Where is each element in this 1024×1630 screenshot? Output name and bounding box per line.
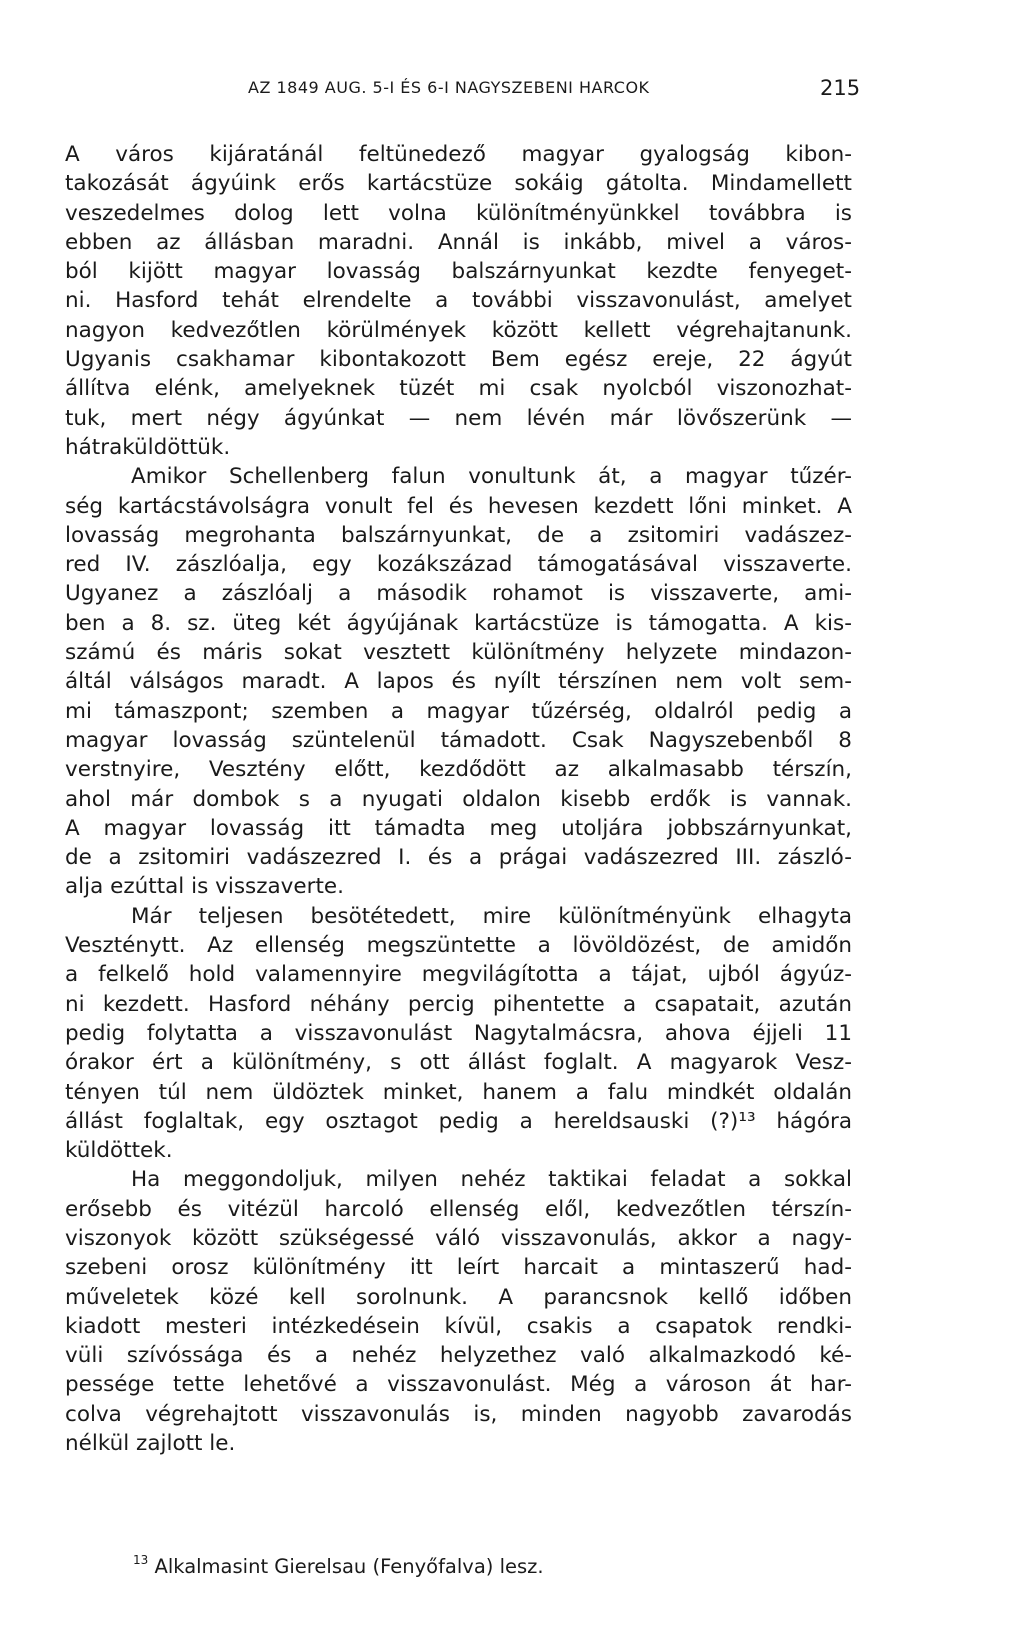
body-text	[65, 140, 852, 1458]
text-line: magyar lovasság szüntelenül támadott. Csak Nagyszebenből 8	[65, 727, 852, 753]
text-line: ni kezdett. Hasford néhány percig pihentette a csapatait, azután	[65, 991, 852, 1017]
text-line: Amikor Schellenberg falun vonultunk át, a magyar tűzér-	[131, 464, 852, 490]
text-line: ni. Hasford tehát elrendelte a további visszavonulást, amelyet	[65, 288, 852, 314]
text-line: számú és máris sokat vesztett különítmény helyzete mindazon-	[65, 640, 852, 666]
paragraph	[65, 902, 852, 1166]
footnote	[133, 1555, 544, 1578]
text-line: ból kijött magyar lovasság balszárnyunkat kezdte fenyeget-	[65, 259, 852, 285]
text-line: kiadott mesteri intézkedésein kívül, csakis a csapatok rendki-	[65, 1313, 852, 1339]
text-line: alja ezúttal is visszaverte.	[65, 874, 344, 900]
text-line: tuk, mert négy ágyúnkat — nem lévén már lövőszerünk —	[65, 405, 852, 431]
text-line: viszonyok között szükségessé váló visszavonulás, akkor a nagy-	[65, 1225, 852, 1251]
text-line: verstnyire, Vesztény előtt, kezdődött az alkalmasabb térszín,	[65, 757, 852, 783]
text-line: szebeni orosz különítmény itt leírt harcait a mintaszerű had-	[65, 1255, 852, 1281]
text-line: vüli szívóssága és a nehéz helyzethez való alkalmazkodó ké-	[65, 1343, 852, 1369]
text-line: Ugyanis csakhamar kibontakozott Bem egész ereje, 22 ágyút	[65, 347, 852, 373]
text-line: ség kartácstávolságra vonult fel és hevesen kezdett lőni minket. A	[65, 493, 852, 519]
text-line: A magyar lovasság itt támadta meg utoljára jobbszárnyunkat,	[65, 815, 852, 841]
text-line: nagyon kedvezőtlen körülmények között kellett végrehajtanunk.	[65, 317, 852, 343]
text-line: állást foglaltak, egy osztagot pedig a hereldsauski (?)¹³ hágóra	[65, 1108, 852, 1134]
text-line: pedig folytatta a visszavonulást Nagytalmácsra, ahova éjjeli 11	[65, 1020, 852, 1046]
text-line: takozását ágyúink erős kartácstüze sokáig gátolta. Mindamellett	[65, 171, 852, 197]
paragraph	[65, 1165, 852, 1458]
running-header: AZ 1849 AUG. 5-I ÉS 6-I NAGYSZEBENI HARCOK	[248, 78, 650, 97]
text-line: mi támaszpont; szemben a magyar tűzérség, oldalról pedig a	[65, 698, 852, 724]
text-line: ben a 8. sz. üteg két ágyújának kartácstüze is támogatta. A kis-	[65, 610, 852, 636]
text-line: ahol már dombok s a nyugati oldalon kisebb erdők is vannak.	[65, 786, 852, 812]
text-line: Már teljesen besötétedett, mire különítményünk elhagyta	[131, 903, 852, 929]
paragraph	[65, 462, 852, 901]
text-line: Veszténytt. Az ellenség megszüntette a lövöldözést, de amidőn	[65, 933, 852, 959]
text-line: erősebb és vitézül harcoló ellenség elől, kedvezőtlen térszín-	[65, 1196, 852, 1222]
page-number: 215	[820, 76, 861, 100]
text-line: pessége tette lehetővé a visszavonulást. Még a városon át har-	[65, 1372, 852, 1398]
text-line: colva végrehajtott visszavonulás is, minden nagyobb zavarodás	[65, 1401, 852, 1427]
text-line: áltál válságos maradt. A lapos és nyílt térszínen nem volt sem-	[65, 669, 852, 695]
paragraph	[65, 140, 852, 462]
text-line: órakor ért a különítmény, s ott állást foglalt. A magyarok Vesz-	[65, 1050, 852, 1076]
text-line: de a zsitomiri vadászezred I. és a prágai vadászezred III. zászló-	[65, 845, 852, 871]
text-line: nélkül zajlott le.	[65, 1431, 236, 1457]
text-line: lovasság megrohanta balszárnyunkat, de a zsitomiri vadászez-	[65, 522, 852, 548]
text-line: tényen túl nem üldöztek minket, hanem a falu mindkét oldalán	[65, 1079, 852, 1105]
text-line: Ugyanez a zászlóalj a második rohamot is visszaverte, ami-	[65, 581, 852, 607]
text-line: veszedelmes dolog lett volna különítményünkkel továbbra is	[65, 200, 852, 226]
footnote-text: Alkalmasint Gierelsau (Fenyőfalva) lesz.	[154, 1555, 544, 1578]
footnote-marker: 13	[133, 1553, 149, 1567]
text-line: küldöttek.	[65, 1138, 173, 1164]
text-line: ebben az állásban maradni. Annál is inkább, mivel a város-	[65, 229, 852, 255]
text-line: red IV. zászlóalja, egy kozákszázad támogatásával visszaverte.	[65, 552, 852, 578]
text-line: Ha meggondoljuk, milyen nehéz taktikai feladat a sokkal	[131, 1167, 852, 1193]
text-line: állítva elénk, amelyeknek tüzét mi csak nyolcból viszonozhat-	[65, 376, 852, 402]
text-line: a felkelő hold valamennyire megvilágította a tájat, ujból ágyúz-	[65, 962, 852, 988]
text-line: hátraküldöttük.	[65, 434, 231, 460]
text-line: A város kijáratánál feltünedező magyar gyalogság kibon-	[65, 142, 852, 167]
text-line: műveletek közé kell sorolnunk. A parancsnok kellő időben	[65, 1284, 852, 1310]
